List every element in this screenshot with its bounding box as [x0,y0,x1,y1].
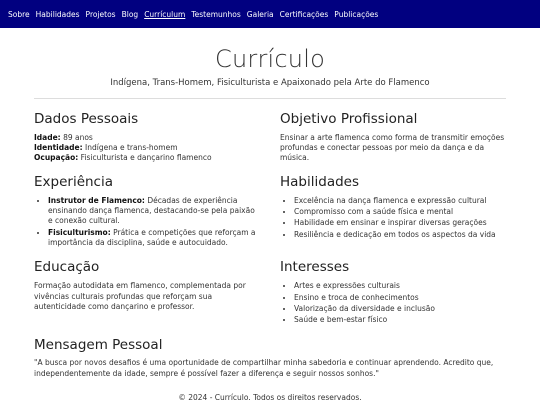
nav-link[interactable]: Certificações [279,9,329,19]
interests-section [280,259,506,326]
nav-link[interactable]: Testemunhos [191,9,241,19]
personal-field-value: Fisiculturista e dançarino flamenco [78,153,212,163]
skills-list [280,196,506,240]
objective-section [280,111,506,164]
education-heading: Educação [34,259,100,276]
nav-link[interactable]: Sobre [8,9,30,19]
experience-text: Décadas de experiência ensinando dança flamenca, destacando-se pela paixão e conexão cultural. [48,195,255,226]
personal-data-heading: Dados Pessoais [34,110,139,127]
skill-item: • Excelência na dança flamenca e expressão cultural [294,196,506,206]
education-text: Formação autodidata em flamenco, complementada por vivências culturais profundas que reforçam sua autenticidade como dançarino e professor. [34,281,246,311]
personal-data-list [34,133,260,164]
skills-heading: Habilidades [280,173,359,190]
resume-content [0,99,540,379]
interests-list [280,281,506,325]
personal-field [34,153,260,163]
objective-text: Ensinar a arte flamenca como forma de transmitir emoções profundas e conectar pessoas por meio da dança e da música. [280,132,505,163]
nav-link[interactable]: Projetos [85,9,116,19]
skill-item: • Resiliência e dedicação em todos os aspectos da vida [294,230,506,240]
education-section [34,259,260,326]
experience-list [34,196,260,249]
experience-term: Instrutor de Flamenco: [48,195,145,205]
interests-heading: Interesses [280,259,350,276]
interest-item: • Saúde e bem-estar físico [294,315,506,325]
skills-section [280,174,506,250]
personal-message-text: "A busca por novos desafios é uma oportunidade de compartilhar minha sabedoria e continuar aprendendo. Acredito que, independentemente da idade, sempre é possível fazer a diferença e seguir nossos sonhos." [34,358,494,378]
page-header [0,28,540,99]
interest-item: • Ensino e troca de conhecimentos [294,293,506,303]
nav-link[interactable]: Publicações [334,9,379,19]
personal-field-key: Idade: [34,132,61,142]
objective-heading: Objetivo Profissional [280,110,418,127]
personal-message-heading: Mensagem Pessoal [34,336,163,353]
nav-link[interactable]: Habilidades [35,9,80,19]
personal-field [34,133,260,143]
nav-link[interactable]: Blog [121,9,139,19]
personal-field [34,143,260,153]
page-footer: © 2024 - Currículo. Todos os direitos reservados. [178,393,362,402]
interest-item: • Valorização da diversidade e inclusão [294,304,506,314]
personal-field-value: Indígena e trans-homem [82,143,178,153]
page-title: Currículo [215,45,325,73]
experience-item [48,196,260,227]
experience-section [34,174,260,250]
top-navbar [0,0,540,28]
personal-field-key: Ocupação: [34,153,79,163]
personal-data-section [34,111,260,164]
experience-item [48,228,260,249]
nav-link[interactable]: Currículum [144,9,186,19]
nav-link[interactable]: Galeria [246,9,274,19]
skill-item: • Habilidade em ensinar e inspirar diversas gerações [294,218,506,228]
personal-field-value: 89 anos [60,132,93,142]
experience-heading: Experiência [34,173,114,190]
personal-field-key: Identidade: [34,143,83,153]
skill-item: • Compromisso com a saúde física e mental [294,207,506,217]
experience-term: Fisiculturismo: [48,227,111,237]
personal-message-section [34,337,506,380]
experience-text: Prática e competições que reforçam a importância da disciplina, saúde e autocuidado. [48,227,256,247]
interest-item: • Artes e expressões culturais [294,281,506,291]
page-subtitle: Indígena, Trans-Homem, Fisiculturista e Apaixonado pela Arte do Flamenco [110,77,430,88]
